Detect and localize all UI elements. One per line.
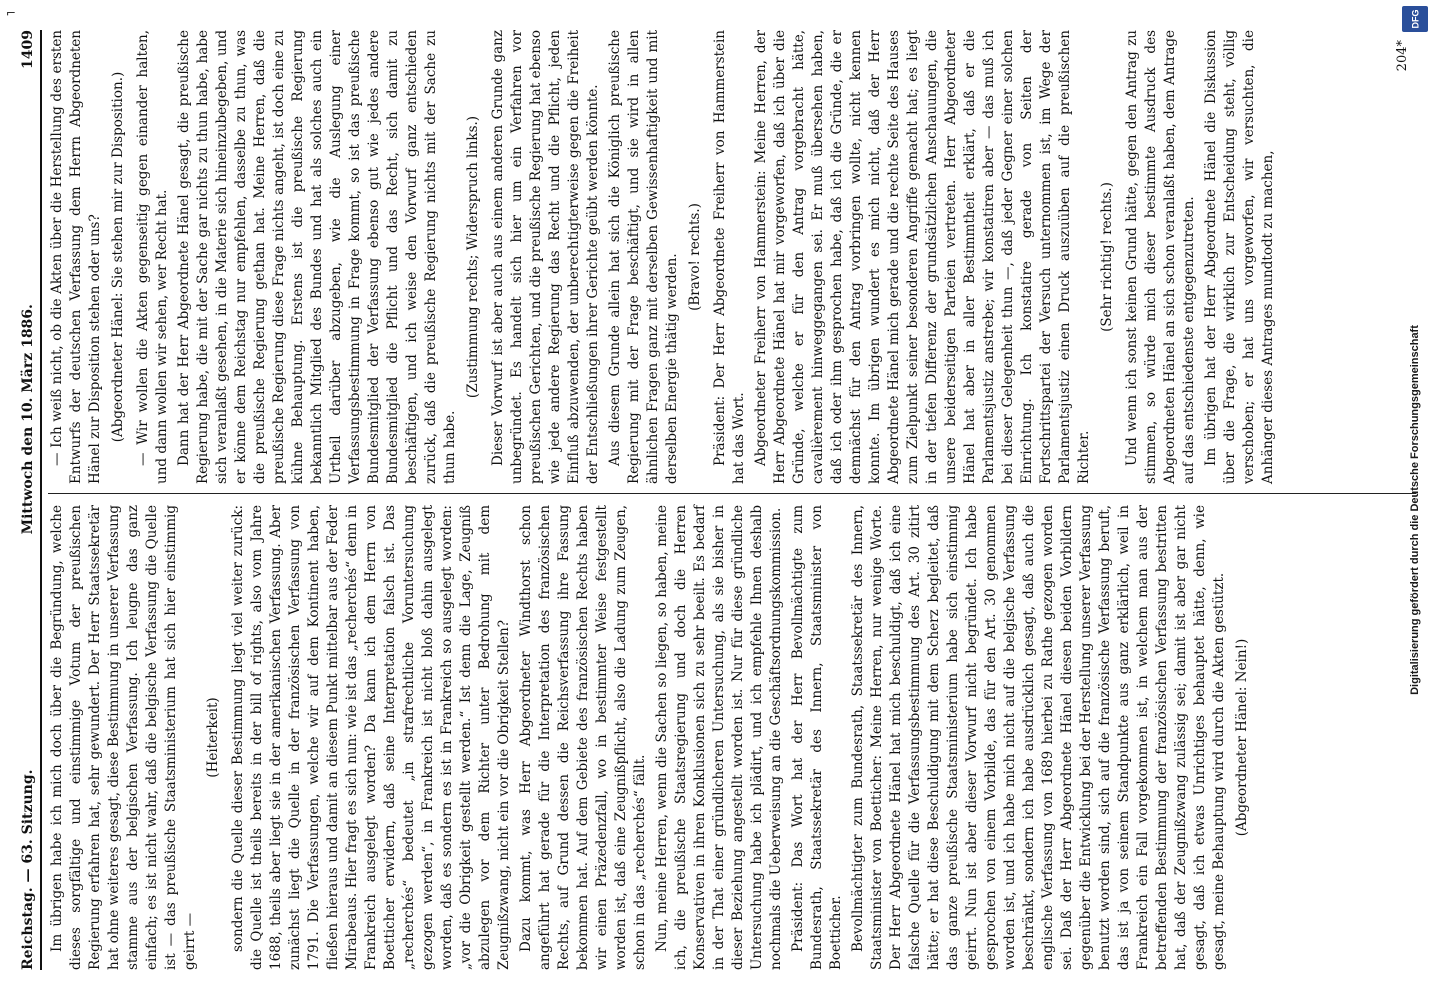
dfg-logo-text: DFG — [1410, 9, 1420, 29]
interjection: (Sehr richtig! rechts.) — [1099, 182, 1115, 332]
header-rule — [40, 30, 42, 970]
column-divider — [48, 493, 1416, 494]
corner-mark: ⌐ — [6, 6, 17, 20]
paragraph: Präsident: Der Herr Abgeordnete Freiherr von Hammerstein hat das Wort. — [712, 30, 747, 484]
side-credit — [1404, 40, 1426, 980]
paragraph: — Wir wollen die Akten gegenseitig gegen einander halten, und dann wollen wir sehen, wer Recht hat. — [135, 30, 170, 484]
paragraph: Präsident: Das Wort hat der Herr Bevollmächtigte zum Bundesrath, Staatssekretär des Innern, Staatsminister von Boetticher. — [790, 505, 844, 970]
interjection: (Abgeordneter Hänel: Sie stehen mir zur Disposition.) — [110, 71, 126, 443]
interjection: (Bravo! rechts.) — [687, 203, 703, 311]
header-left: Reichstag. — 63. Sitzung. — [20, 769, 36, 970]
page-signature-mark: 204* — [1395, 40, 1410, 72]
paragraph: Dann hat der Herr Abgeordnete Hänel gesagt, die preußische Regierung habe, die mit der Sache gar nichts zu thun habe, habe sich veranlaßt gesehen, in die Materie sich hineinzubegeben, und er könne dem Reichstag nur empfehlen, dasselbe zu thun, was die preußische Regierung gethan hat. Meine Herren, daß die preußische Regierung diese Frage nichts angeht, ist doch eine zu kühne Behauptung. Erstens ist die preußische Regierung bekanntlich Mitglied des Bundes und hat als solches auch ein Urtheil darüber abzugeben, wie die Auslegung einer Verfassungsbestimmung in Frage kommt, so ist das preußische Bundesmitglied der Verfassung ebenso gut wie jedes andere Bundesmitglied die Pflicht und das Recht, sich damit zu beschäftigen, und ich weise den Vorwurf ganz entschieden zurück, daß die preußische Regierung nichts mit der Sache zu thun habe. — [176, 30, 458, 484]
paragraph: Bevollmächtigter zum Bundesrath, Staatssekretär des Innern, Staatsminister von Boetticher: Meine Herren, nur wenige Worte. Der Herr Abgeordnete Hänel hat mich beschuldigt, daß ich eine falsche Quelle für die Verfassungsbestimmung des Art. 30 zitirt hätte; er hat diese Beschuldigung mit dem Scherz begleitet, daß das ganze preußische Staatsministerium habe sich einstimmig geirrt. Nun ist aber dieser Vorwurf nicht begründet. Ich habe gesprochen von einem Vorbilde, das für den Art. 30 genommen worden ist, und ich habe mich nicht auf die belgische Verfassung beschränkt, sondern ich habe ausdrücklich gesagt, daß auch die englische Verfassung von 1689 hierbei zu Rathe gezogen worden sei. Daß der Herr Abgeordnete Hänel diesen beiden Vorbildern gegenüber die Entwicklung bei der Herstellung unserer Verfassung benutzt worden sind, sich auf die französische Verfassung beruft, das ist ja von seinem Standpunkte aus ganz erklärlich, weil in Frankreich ein Fall vorgekommen ist, in welchem man aus der betreffenden Bestimmung der französischen Verfassung bestritten hat, daß der Zeugnißzwang zulässig sei; damit ist aber gar nicht gesagt, daß ich etwas Unrichtiges behauptet hätte, denn, wie gesagt, meine Behauptung wird durch die Akten gestützt. — [850, 504, 1227, 970]
interjection: (Abgeordneter Hänel: Nein!) — [1234, 638, 1250, 837]
interjection: (Heiterkeit) — [205, 697, 221, 778]
interjection: (Zustimmung rechts; Widerspruch links.) — [465, 115, 481, 399]
paragraph: Abgeordneter Freiherr von Hammerstein: Meine Herren, der Herr Abgeordnete Hänel hat mir vorgeworfen, daß ich über die Gründe, welche er für den Antrag vorgebracht hätte, cavalièrement hinweggegangen sei. Er muß übersehen haben, daß ich oder ihm gesprochen habe, daß ich die Gründe, die er demnächst für den Antrag vorbringen wollte, nicht kennen konnte. Im übrigen wundert es mich nicht, daß der Herr Abgeordnete Hänel mich gerade und die rechte Seite des Hauses zum Zielpunkt seiner besonderen Angriffe gemacht hat; es liegt in der tiefen Differenz der grundsätzlichen Anschauungen, die unsere beiderseitigen Parteien vertreten. Herr Abgeordneter Hänel hat aber in aller Bestimmtheit erklärt, daß er die Parlamentsjustiz anstrebe; wir konstatiren aber — das muß ich bei dieser Gelegenheit thun —, daß jeder Gegner einer solchen Einrichtung. Ich konstatire gerade von Seiten der Fortschrittspartei der Versuch unternommen ist, im Wege der Parlamentsjustiz einen Druck auszuüben auf die preußischen Richter. — [753, 30, 1092, 484]
right-column — [48, 30, 1416, 484]
paragraph: Nun, meine Herren, wenn die Sachen so liegen, so haben, meine ich, die preußische Staatsregierung und doch die Herren Konservativen in ihren Konklusionen sich zu sehr beeilt. Es bedarf in der That einer gründlicheren Untersuchung, als sie bisher in dieser Beziehung angestellt worden ist. Nur für diese gründliche Untersuchung habe ich plädirt, und ich empfehle Ihnen deshalb nochmals die Ueberweisung an die Geschäftsordnungskommission. — [654, 505, 784, 970]
header-center: Mittwoch den 10. März 1886. — [20, 304, 36, 535]
rotated-page — [6, 20, 1426, 980]
paragraph: Und wenn ich sonst keinen Grund hätte, gegen den Antrag zu stimmen, so würde mich dieser bestimmte Ausdruck des Abgeordneten Hänel an sich schon veranlaßt haben, dem Antrage auf das entschiedenste entgegenzutreten. — [1124, 30, 1197, 484]
paragraph: Im übrigen hat der Herr Abgeordnete Hänel die Diskussion über die Frage, die wirklich zur Entscheidung steht, völlig verschoben; er hat uns vorgeworfen, wir versuchten, die Anhänger dieses Antrages mundtodt zu machen, — [1203, 30, 1276, 484]
paragraph: Dieser Vorwurf ist aber auch aus einem anderen Grunde ganz unbegründet. Es handelt sich hier um ein Verfahren vor preußischen Gerichten, und die preußische Regierung hat ebenso wie jede andere Regierung das Recht und die Pflicht, jeden Einfluß abzuwenden, der unberechtigterweise gegen die Freiheit der Entschließungen ihrer Gerichte geübt werden könnte. — [490, 30, 601, 484]
paragraph: Dazu kommt, was Herr Abgeordneter Windthorst schon angeführt hat gerade für die Interpretation des französischen Rechts, auf Grund dessen die Reichsverfassung ihre Fassung bekommen hat. Auf dem Gebiete des französischen Rechts haben wir einen Präzedenzfall, wo in bestimmter Weise festgestellt worden ist, daß eine Zeugnißpflicht, also die Ladung zum Zeugen, schon in das „recherchés“ fällt. — [518, 505, 648, 970]
left-column — [48, 505, 1416, 970]
paragraph: — Ich weiß nicht, ob die Akten über die Herstellung des ersten Entwurfs der deutschen Verfassung dem Herrn Abgeordneten Hänel zur Disposition stehen oder uns? — [49, 30, 103, 484]
paragraph: Aus diesem Grunde allein hat sich die Königlich preußische Regierung mit der Frage beschäftigt, und sie wird in allen ähnlichen Fragen ganz mit derselben Gewissenhaftigkeit und mit derselben Energie thätig werden. — [607, 30, 680, 484]
page-header — [12, 30, 36, 970]
dfg-logo — [1402, 6, 1428, 32]
side-credit-text: Digitalisierung gefördert durch die Deutsche Forschungsgemeinschaft — [1409, 325, 1421, 695]
header-page-number: 1409 — [20, 30, 36, 69]
paragraph: Im übrigen habe ich mich doch über die Begründung, welche dieses sorgfältige und einstimmige Votum der preußischen Regierung erfahren hat, sehr gewundert. Der Herr Staatssekretär hat ohne weiteres gesagt, diese Bestimmung in unserer Verfassung stamme aus der belgischen Verfassung. Ich leugne das ganz einfach; es ist nicht wahr, daß die belgische Verfassung die Quelle ist — das preußische Staatsministerium hat sich hier einstimmig geirrt — — [49, 505, 198, 970]
paragraph: sondern die Quelle dieser Bestimmung liegt viel weiter zurück: die Quelle ist theils bereits in der bill of rights, also vom Jahre 1688, theils aber liegt sie in der amerikanischen Verfassung. Aber zunächst liegt die Quelle in der französischen Verfassung von 1791. Die Verfassungen, welche wir auf dem Kontinent haben, fließen hieraus und damit an diesem Punkt mittelbar aus der Feder Mirabeaus. Hier fragt es sich nun: wie ist das „recherchés“ denn in Frankreich ausgelegt worden? Da kann ich dem Herrn von Boetticher erwidern, daß seine Interpretation falsch ist. Das „recherchés“ bedeutet „in strafrechtliche Voruntersuchung gezogen werden“, in Frankreich ist nicht bloß dahin ausgelegt worden, daß es sondern es ist in Frankreich so ausgelegt worden: „vor die Obrigkeit gestellt werden.“ Ist denn die Lage, Zeugniß abzulegen vor dem Richter unter Bedrohung mit dem Zeugnißzwang, nicht ein vor die Obrigkeit Stellen? — [230, 505, 512, 970]
